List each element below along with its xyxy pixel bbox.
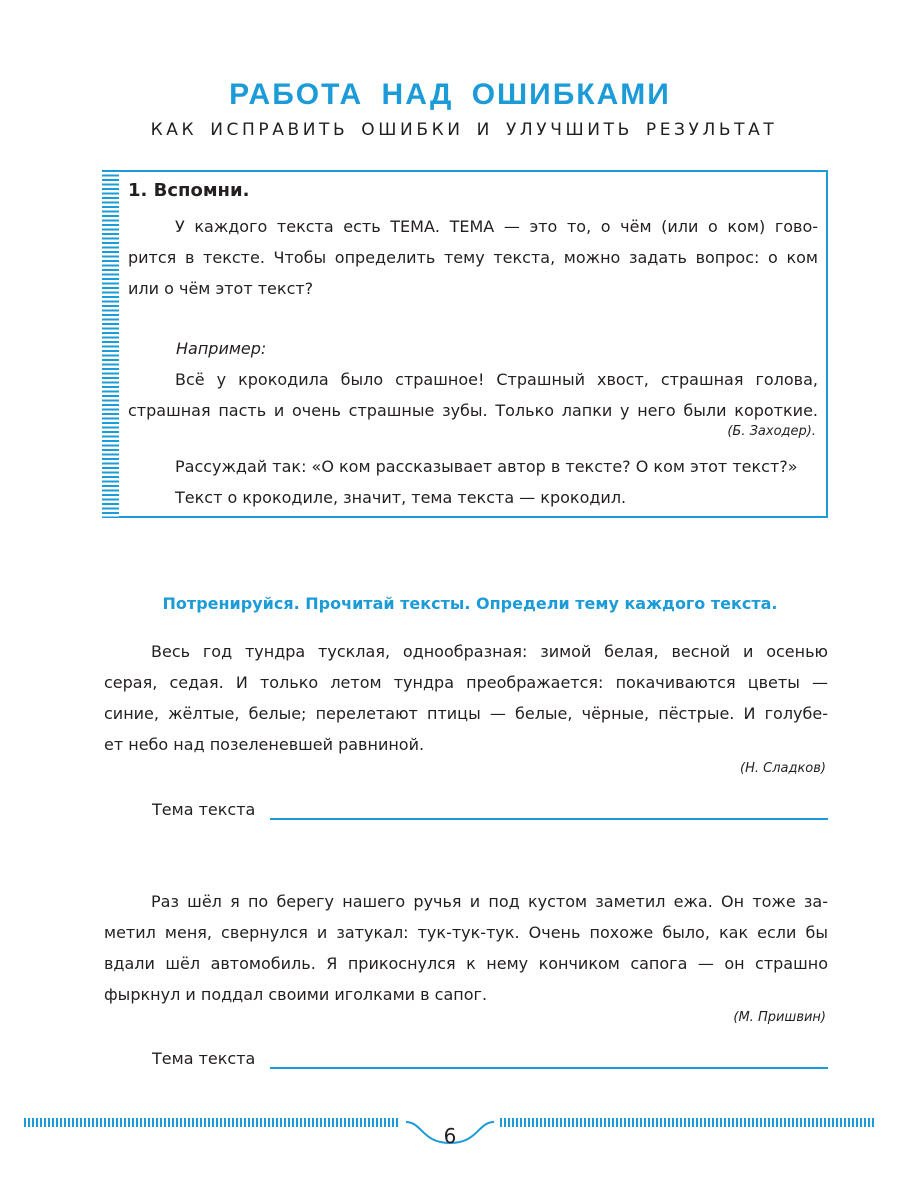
text2-answer-label: Тема текста — [152, 1049, 256, 1068]
example-line-1: Всё у крокодила было страшное! Страшный хвост, страшная голова, — [175, 370, 818, 389]
text2-answer-line[interactable] — [270, 1067, 828, 1069]
text2-line-2: метил меня, свернулся и затукал: тук-тук-тук. Очень похоже было, как если бы — [104, 923, 828, 942]
text1-line-4: ет небо над позеленевшей равниной. — [104, 735, 425, 754]
intro-line-2: рится в тексте. Чтобы определить тему текста, можно задать вопрос: о ком — [128, 248, 818, 267]
intro-line-1: У каждого текста есть ТЕМА. ТЕМА — это то, о чём (или о ком) гово- — [175, 217, 818, 236]
footer-rule-left — [24, 1118, 424, 1127]
text1-answer-line[interactable] — [270, 818, 828, 820]
footer-rule-right — [476, 1118, 876, 1127]
text1-line-3: синие, жёлтые, белые; перелетают птицы — белые, чёрные, пёстрые. И голубе- — [104, 704, 828, 723]
page-number: 6 — [443, 1124, 457, 1148]
text2-line-1: Раз шёл я по берегу нашего ручья и под кустом заметил ежа. Он тоже за- — [151, 892, 828, 911]
reasoning-line-2: Текст о крокодиле, значит, тема текста — крокодил. — [175, 488, 627, 507]
text1-line-1: Весь год тундра тусклая, однообразная: зимой белая, весной и осенью — [151, 642, 828, 661]
remember-heading: 1. Вспомни. — [128, 180, 250, 201]
text2-source: (М. Пришвин) — [733, 1010, 826, 1025]
text2-line-4: фыркнул и поддал своими иголками в сапог. — [104, 985, 488, 1004]
task-instruction: Потренируйся. Прочитай тексты. Определи тему каждого текста. — [162, 594, 778, 613]
example-line-2: страшная пасть и очень страшные зубы. Только лапки у него были короткие. — [128, 401, 818, 420]
page-title: РАБОТА НАД ОШИБКАМИ — [229, 78, 671, 111]
text2-line-3: вдали шёл автомобиль. Я прикоснулся к нему кончиком сапога — он страшно — [104, 954, 828, 973]
example-label: Например: — [176, 339, 267, 358]
box-stripe-decoration — [102, 170, 119, 518]
page-subtitle: КАК ИСПРАВИТЬ ОШИБКИ И УЛУЧШИТЬ РЕЗУЛЬТАТ — [150, 120, 778, 140]
reasoning-line-1: Рассуждай так: «О ком рассказывает автор в тексте? О ком этот текст?» — [175, 457, 798, 476]
text1-source: (Н. Сладков) — [740, 761, 826, 776]
text1-line-2: серая, седая. И только летом тундра преображается: покачиваются цветы — — [104, 673, 828, 692]
example-source: (Б. Заходер). — [727, 424, 816, 439]
text1-answer-label: Тема текста — [152, 800, 256, 819]
intro-line-3: или о чём этот текст? — [128, 279, 314, 298]
